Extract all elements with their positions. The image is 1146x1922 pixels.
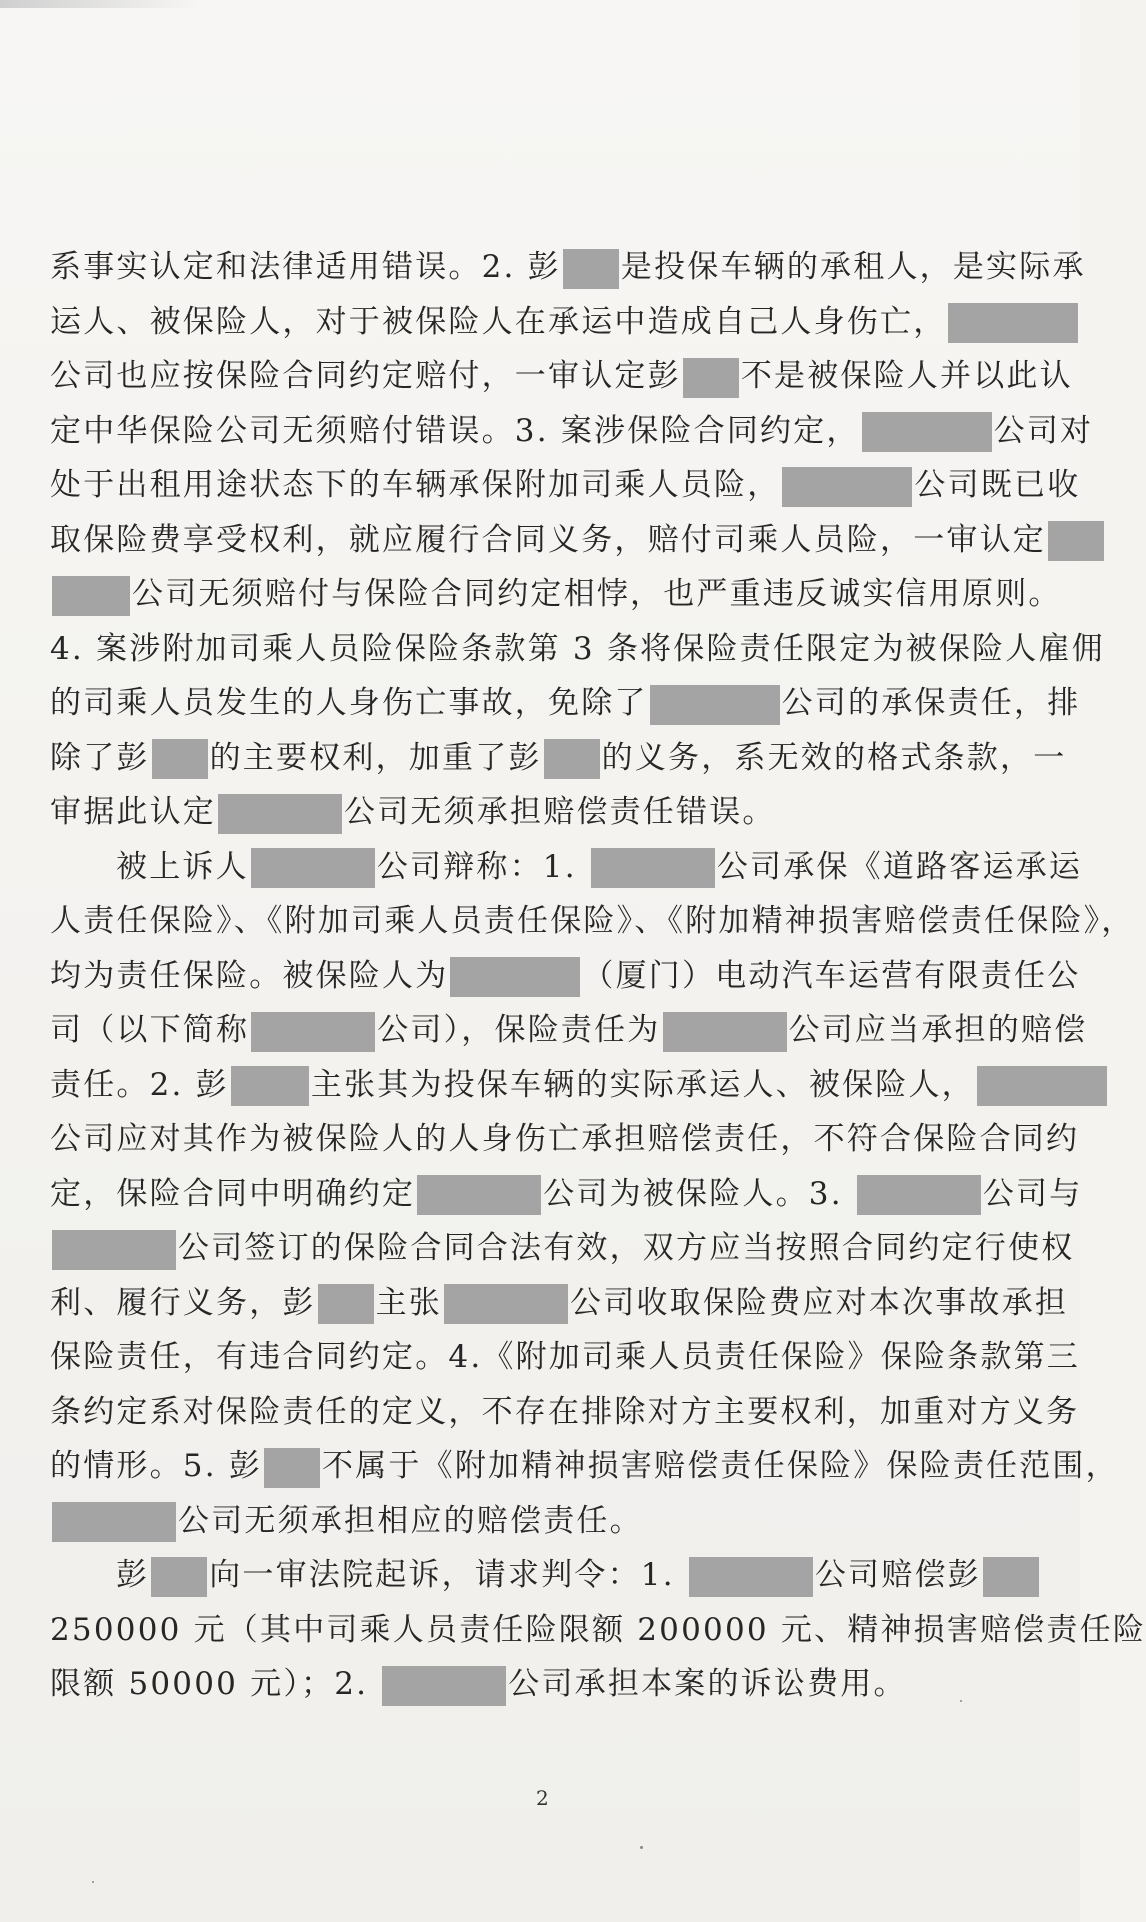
redaction-block xyxy=(683,358,739,398)
redaction-block xyxy=(52,1230,176,1270)
text-segment: 主张其为投保车辆的实际承运人、被保险人， xyxy=(310,1066,975,1103)
text-segment: 彭 xyxy=(116,1557,150,1593)
redaction-block xyxy=(450,957,580,997)
redaction-block xyxy=(218,794,342,834)
text-segment: 处于出租用途状态下的车辆承保附加司乘人员险， xyxy=(50,467,781,503)
text-segment: 人责任保险》、《附加司乘人员责任保险》、《附加精神损害赔偿责任保险》， xyxy=(50,903,1135,939)
text-segment: 250000 元（其中司乘人员责任险限额 200000 元、精神损害赔偿责任险 xyxy=(50,1611,1146,1648)
scan-speck xyxy=(640,1846,643,1849)
text-segment: 系事实认定和法律适用错误。2. 彭 xyxy=(50,249,561,285)
text-line xyxy=(50,404,1094,459)
text-segment: 公司），保险责任为 xyxy=(377,1012,661,1048)
text-segment: 不属于《附加精神损害赔偿责任保险》保险责任范围， xyxy=(322,1448,1119,1484)
redaction-block xyxy=(563,249,619,289)
redaction-block xyxy=(417,1175,541,1215)
text-segment: 公司的承保责任，排 xyxy=(781,685,1081,721)
text-line xyxy=(50,731,1067,786)
text-line xyxy=(50,1494,1050,1549)
text-line xyxy=(50,622,1105,677)
text-segment: 公司对 xyxy=(993,412,1094,449)
text-segment: 公司与 xyxy=(982,1175,1083,1212)
text-segment: 公司承保《道路客运承运 xyxy=(716,848,1083,885)
text-line xyxy=(50,840,1083,895)
scan-speck xyxy=(92,1881,94,1883)
text-segment: 保险责任，有违合同约定。4.《附加司乘人员责任保险》保险条款第三 xyxy=(50,1339,1080,1375)
text-line xyxy=(50,1058,1050,1113)
text-line xyxy=(50,894,1135,949)
text-segment: 运人、被保险人，对于被保险人在承运中造成自己人身伤亡， xyxy=(50,303,947,340)
redaction-block xyxy=(382,1666,506,1706)
text-segment: 公司应当承担的赔偿 xyxy=(788,1012,1088,1048)
text-segment: 公司也应按保险合同约定赔付，一审认定彭 xyxy=(50,358,681,394)
text-line xyxy=(50,1548,1050,1603)
text-segment: 公司无须赔付与保险合同约定相悖，也严重违反诚实信用原则。 xyxy=(132,576,1062,612)
text-segment: 不是被保险人并以此认 xyxy=(740,358,1073,394)
text-segment: 主张 xyxy=(375,1284,443,1321)
text-line xyxy=(50,567,1062,622)
text-segment: 公司赔偿彭 xyxy=(814,1557,981,1593)
text-segment: 是投保车辆的承租人，是实际承 xyxy=(620,249,1086,285)
redaction-block xyxy=(52,1502,176,1542)
text-line xyxy=(50,1003,1088,1058)
page-number: 2 xyxy=(536,1786,549,1810)
redaction-block xyxy=(650,685,780,725)
redaction-block xyxy=(231,1066,309,1106)
text-line xyxy=(50,513,1050,568)
text-segment: 的情形。5. 彭 xyxy=(50,1448,263,1484)
text-segment: 公司承担本案的诉讼费用。 xyxy=(508,1666,907,1702)
redaction-block xyxy=(948,303,1078,343)
redaction-block xyxy=(251,1012,375,1052)
text-segment: 公司为被保险人。3. xyxy=(543,1175,855,1212)
text-segment: （厦门）电动汽车运营有限责任公 xyxy=(582,957,1081,994)
text-segment: 的主要权利，加重了彭 xyxy=(209,739,542,776)
text-segment: 的义务，系无效的格式条款，一 xyxy=(601,739,1067,776)
redaction-block xyxy=(689,1557,813,1597)
text-segment: 公司签订的保险合同合法有效，双方应当按照合同约定行使权 xyxy=(178,1230,1075,1266)
text-line xyxy=(50,1167,1083,1222)
text-line xyxy=(50,295,1050,350)
text-line xyxy=(50,1657,1050,1712)
text-segment: 定中华保险公司无须赔付错误。3. 案涉保险合同约定， xyxy=(50,412,860,449)
text-segment: 的司乘人员发生的人身伤亡事故，免除了 xyxy=(50,685,648,721)
text-segment: 公司既已收 xyxy=(914,467,1081,503)
redaction-block xyxy=(977,1066,1107,1106)
page-corner-shadow xyxy=(0,0,200,8)
redaction-block xyxy=(544,739,600,779)
redaction-block xyxy=(983,1557,1039,1597)
text-line xyxy=(50,1112,1080,1167)
text-segment: 公司收取保险费应对本次事故承担 xyxy=(570,1284,1069,1321)
text-line xyxy=(50,1330,1080,1385)
text-line xyxy=(50,676,1081,731)
text-segment: 公司无须承担赔偿责任错误。 xyxy=(344,794,776,830)
redaction-block xyxy=(591,848,715,888)
text-segment: 公司辩称：1. xyxy=(376,848,589,885)
text-segment: 责任。2. 彭 xyxy=(50,1066,229,1103)
text-segment: 公司无须承担相应的赔偿责任。 xyxy=(178,1502,643,1539)
text-line xyxy=(50,1276,1069,1331)
text-line xyxy=(50,1385,1080,1440)
text-segment: 公司应对其作为被保险人的人身伤亡承担赔偿责任，不符合保险合同约 xyxy=(50,1121,1080,1157)
redaction-block xyxy=(444,1284,568,1324)
redaction-block xyxy=(857,1175,981,1215)
text-segment: 限额 50000 元）；2. xyxy=(50,1666,381,1702)
text-segment: 向一审法院起诉，请求判令：1. xyxy=(209,1557,687,1593)
text-segment: 审据此认定 xyxy=(50,794,216,830)
text-line xyxy=(50,240,1086,295)
redaction-block xyxy=(264,1448,320,1488)
redaction-block xyxy=(52,576,130,616)
text-segment: 4. 案涉附加司乘人员险保险条款第 3 条将保险责任限定为被保险人雇佣 xyxy=(50,630,1105,667)
redaction-block xyxy=(152,739,208,779)
text-segment: 定，保险合同中明确约定 xyxy=(50,1175,416,1212)
text-line xyxy=(50,1439,1119,1494)
text-segment: 条约定系对保险责任的定义，不存在排除对方主要权利，加重对方义务 xyxy=(50,1393,1080,1430)
text-line xyxy=(50,1603,1146,1658)
text-segment: 取保险费享受权利，就应履行合同义务，赔付司乘人员险，一审认定 xyxy=(50,521,1046,558)
redaction-block xyxy=(251,848,375,888)
text-segment: 利、履行义务，彭 xyxy=(50,1284,316,1321)
text-line xyxy=(50,1221,1075,1276)
text-segment: 除了彭 xyxy=(50,739,150,776)
judgment-body-text xyxy=(50,240,1146,1712)
redaction-block xyxy=(151,1557,207,1597)
redaction-block xyxy=(318,1284,374,1324)
text-line xyxy=(50,785,1050,840)
text-line xyxy=(50,458,1081,513)
redaction-block xyxy=(862,412,992,452)
redaction-block xyxy=(782,467,912,507)
text-line xyxy=(50,349,1073,404)
text-segment: 被上诉人 xyxy=(116,848,249,885)
redaction-block xyxy=(1048,521,1104,561)
text-segment: 均为责任保险。被保险人为 xyxy=(50,957,449,994)
redaction-block xyxy=(663,1012,787,1052)
text-line xyxy=(50,949,1081,1004)
scan-speck xyxy=(960,1700,962,1702)
text-segment: 司（以下简称 xyxy=(50,1012,250,1048)
